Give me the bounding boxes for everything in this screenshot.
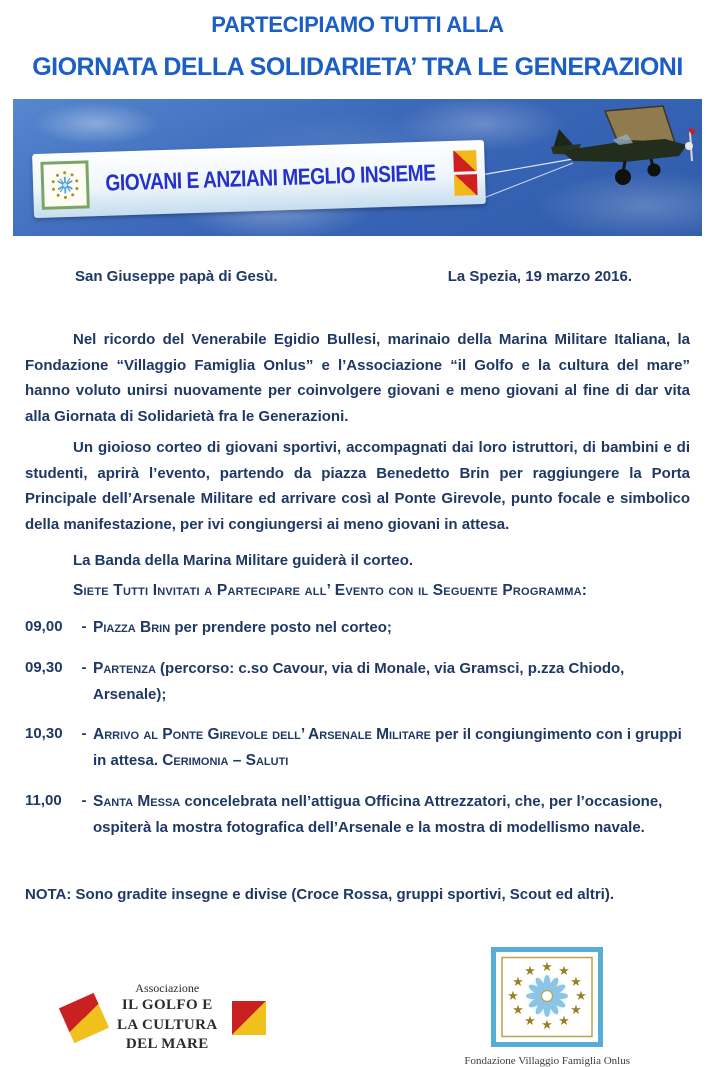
schedule-item [25,656,690,708]
associazione-label: Associazione [117,981,218,996]
event-photo [13,99,702,236]
fondazione-emblem [491,947,603,1047]
schedule-desc [93,722,690,774]
schedule-text: per prendere posto nel corteo; [170,619,392,636]
svg-text:★: ★ [524,1014,536,1029]
schedule-smallcaps: Piazza Brin [93,619,170,636]
schedule-desc [93,615,690,641]
airplane-icon [551,106,696,185]
nota-line: NOTA: Sono gradite insegne e divise (Croce Rossa, gruppi sportivi, Scout ed altri). [25,886,690,903]
schedule-time: 09,00 [25,615,75,641]
svg-text:★: ★ [558,964,570,979]
schedule-smallcaps: Cerimonia – Saluti [162,752,288,769]
towline [481,163,573,199]
svg-text:★: ★ [570,1003,582,1018]
schedule-dash: - [75,615,93,641]
associazione-name-1: IL GOLFO E [117,996,218,1016]
fondazione-emblem-small [40,160,89,209]
svg-text:★: ★ [512,1003,524,1018]
associazione-name-2: LA CULTURA [117,1016,218,1036]
title-line1: PARTECIPIAMO TUTTI ALLA [25,12,690,38]
paragraph-banda: La Banda della Marina Militare guiderà il corteo. [25,552,690,569]
paragraph-ricordo: Nel ricordo del Venerabile Egidio Bullesi, marinaio della Marina Militare Italiana, la Fondazione “Villaggio Famiglia Onlus” e l’Associazione “il Golfo e la cultura del mare” hanno voluto unirsi nuovamente per coinvolgere giovani e meno giovani al fine di dar vita alla Giornata di Solidarietà fra le Generazioni. [25,327,690,429]
footer-logos [25,947,690,1067]
schedule-item [25,789,690,841]
schedule-text: (percorso: c.so Cavour, via di Monale, via Gramsci, p.zza Chiodo, Arsenale); [93,660,624,703]
schedule-item [25,615,690,641]
red-yellow-square-icon [232,1001,266,1035]
schedule-smallcaps: Santa Messa [93,793,180,810]
svg-text:★: ★ [575,989,587,1004]
schedule-dash: - [75,656,93,708]
banner-flags [453,150,477,196]
schedule-desc [93,656,690,708]
schedule-desc [93,789,690,841]
dateline-left: San Giuseppe papà di Gesù. [75,268,278,285]
svg-text:★: ★ [558,1014,570,1029]
schedule-item [25,722,690,774]
schedule-text: per il congiungimento con i gruppi in attesa. [93,726,682,769]
svg-text:★: ★ [507,989,519,1004]
red-yellow-flag-icon [454,174,478,196]
schedule-dash: - [75,722,93,774]
schedule-time: 09,30 [25,656,75,708]
schedule-time: 11,00 [25,789,75,841]
invitation-line: Siete Tutti Invitati a Partecipare all’ Evento con il Seguente Programma: [25,582,690,600]
towline [481,159,573,175]
schedule-dash: - [75,789,93,841]
svg-text:★: ★ [512,975,524,990]
fondazione-logo [464,947,630,1067]
associazione-name-3: DEL MARE [117,1035,218,1055]
schedule-time: 10,30 [25,722,75,774]
associazione-text [117,981,218,1055]
associazione-logo [65,981,266,1055]
schedule-text: concelebrata nell’attigua Officina Attrezzatori, che, per l’occasione, ospiterà la mostra fotografica dell’Arsenale e la mostra di modellismo navale. [93,793,662,836]
dateline [25,268,690,285]
svg-text:★: ★ [524,964,536,979]
fondazione-caption: Fondazione Villaggio Famiglia Onlus [464,1055,630,1067]
dateline-right: La Spezia, 19 marzo 2016. [448,268,632,285]
banner-text: GIOVANI E ANZIANI MEGLIO INSIEME [96,160,445,197]
svg-text:★: ★ [541,1018,553,1033]
schedule-smallcaps: Partenza [93,660,156,677]
red-yellow-diamond-icon [59,993,109,1043]
paragraph-corteo: Un gioioso corteo di giovani sportivi, accompagnati dai loro istruttori, di bambini e di studenti, aprirà l’evento, partendo da piazza Benedetto Brin per raggiungere la Porta Principale dell’Arsenale Militare ed arrivare così al Ponte Girevole, punto focale e simbolico della manifestazione, per ivi congiungersi ai meno giovani in attesa. [25,435,690,537]
red-yellow-flag-icon [453,150,477,172]
page-title: GIORNATA DELLA SOLIDARIETA’ TRA LE GENERAZIONI [25,53,690,82]
svg-text:★: ★ [570,975,582,990]
stars-snowflake-icon [46,166,85,205]
svg-text:★: ★ [541,960,553,975]
schedule-smallcaps: Arrivo al Ponte Girevole dell’ Arsenale Militare [93,726,431,743]
